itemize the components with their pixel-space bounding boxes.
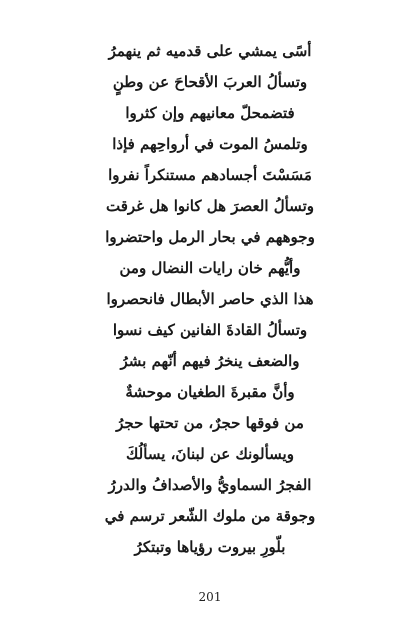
verse-line-6: وتسألُ العصرَ هل كانوا هل غرقت [105,197,314,215]
verse-line-4: وتلمسُ الموت في أرواحِهم فإذا [112,135,308,153]
verse-line-12: وأنَّ مقبرةَ الطغيان موحشةٌ [125,383,295,401]
verse-line-15: الفجرُ السماويُّ والأصدافُ والدررُ [108,476,312,494]
verse-line-1: أسًى يمشي على قدميه ثم ينهمرُ [108,42,312,60]
verse-line-16: وجوقة من ملوك الشّعر ترسم في [104,507,316,525]
verse-line-2: وتسألُ العربَ الأقحاحَ عن وطنٍ [112,73,308,91]
verse-line-7: وجوههم في بحار الرمل واحتضروا [105,228,315,246]
verse-line-14: ويسألونك عن لبنانَ، يسألُكَ [126,445,294,463]
verse-line-17: بلّورِ بيروت رؤياها وتبتكرُ [134,538,286,556]
page-number: 201 [198,590,222,604]
verse-line-8: وأيُّهم خان رايات النضال ومن [119,259,301,277]
verse-line-9: هذا الذي حاصر الأبطال فانحصروا [106,290,314,308]
verse-line-10: وتسألُ القادةَ الفانين كيف نسوا [112,321,308,339]
verse-line-5: مَسَسْتَ أجسادهم مستنكراً نفروا [108,166,312,184]
verse-line-11: والضعف ينخرُ فيهم أنّهم بشرُ [120,352,300,370]
poem-body [40,36,380,563]
verse-line-3: فتضمحلّ معانيهم وإن كثروا [125,104,295,122]
verse-line-13: من فوقها حجرٌ، من تحتها حجرُ [116,414,304,432]
